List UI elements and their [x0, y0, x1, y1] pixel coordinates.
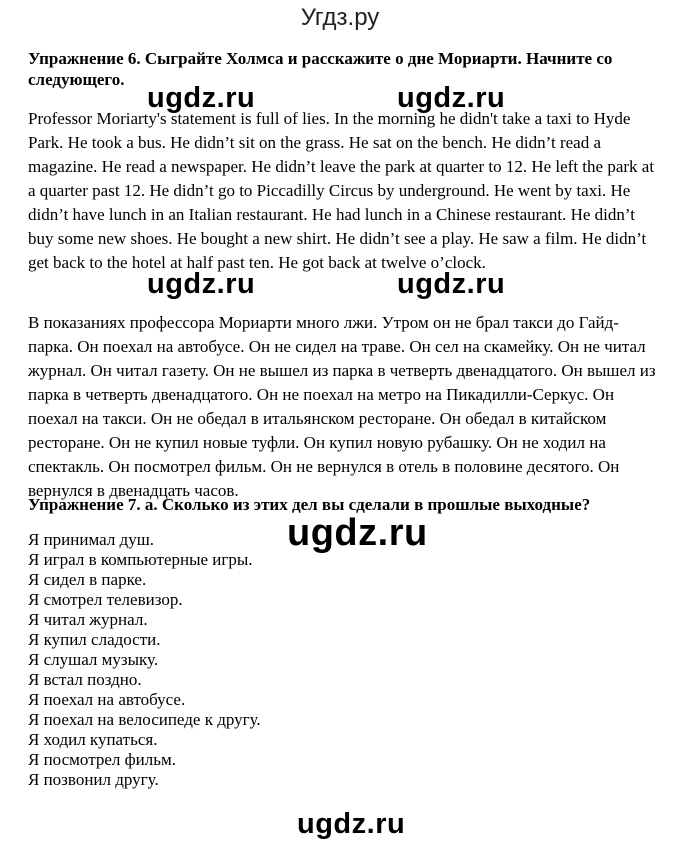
list-item: Я читал журнал.: [28, 610, 148, 629]
watermark: ugdz.ru: [297, 808, 406, 840]
site-title[interactable]: Угдз.ру: [300, 4, 380, 31]
list-item: Я играл в компьютерные игры.: [28, 550, 253, 569]
watermark: ugdz.ru: [397, 268, 506, 300]
list-item: Я поехал на велосипеде к другу.: [28, 710, 261, 729]
watermark: ugdz.ru: [147, 268, 256, 300]
exercise-6-english-text: Professor Moriarty's statement is full of lies. In the morning he didn't take a taxi to Hyde Park. He took a bus. He didn’t sit on the grass. He sat on the bench. He didn’t read a magazine. He read a newspaper. He didn’t leave the park at quarter to 12. He left the park at a quarter past 12. He didn’t go to Piccadilly Circus by underground. He went by taxi. He didn’t have lunch in an Italian restaurant. He had lunch in a Chinese restaurant. He didn’t buy some new shoes. He bought a new shirt. He didn’t see a play. He saw a film. He didn’t get back to the hotel at half past ten. He got back at twelve o’clock.: [28, 109, 655, 272]
list-item: Я сидел в парке.: [28, 570, 147, 589]
list-item: Я посмотрел фильм.: [28, 750, 176, 769]
exercise-6-russian-text: В показаниях профессора Мориарти много лжи. Утром он не брал такси до Гайд-парка. Он поехал на автобусе. Он не сидел на траве. Он сел на скамейку. Он не читал журнал. Он читал газету. Он не вышел из парка в четверть двенадцатого. Он вышел из парка в четверть двенадцатого. Он не поехал на метро на Пикадилли-Серкус. Он поехал на такси. Он не обедал в итальянском ресторане. Он обедал в китайском ресторане. Он не купил новые туфли. Он купил новую рубашку. Он не ходил на спектакль. Он посмотрел фильм. Он не вернулся в отель в половине десятого. Он вернулся в двенадцать часов.: [28, 313, 656, 500]
list-item: Я смотрел телевизор.: [28, 590, 183, 609]
watermark: ugdz.ru: [397, 82, 506, 114]
list-item: Я купил сладости.: [28, 630, 161, 649]
exercise-6-heading: Упражнение 6. Сыграйте Холмса и расскажите о дне Мориарти. Начните со следующего.: [28, 49, 613, 89]
list-item: Я слушал музыку.: [28, 650, 159, 669]
list-item: Я позвонил другу.: [28, 770, 159, 789]
list-item: Я встал поздно.: [28, 670, 142, 689]
exercise-7-heading: Упражнение 7. а. Сколько из этих дел вы сделали в прошлые выходные?: [28, 495, 591, 514]
list-item: Я принимал душ.: [28, 530, 155, 549]
exercise-7-list: [28, 530, 428, 790]
list-item: Я поехал на автобусе.: [28, 690, 186, 709]
watermark: ugdz.ru: [147, 82, 256, 114]
watermark: ugdz.ru: [287, 512, 428, 554]
list-item: Я ходил купаться.: [28, 730, 158, 749]
